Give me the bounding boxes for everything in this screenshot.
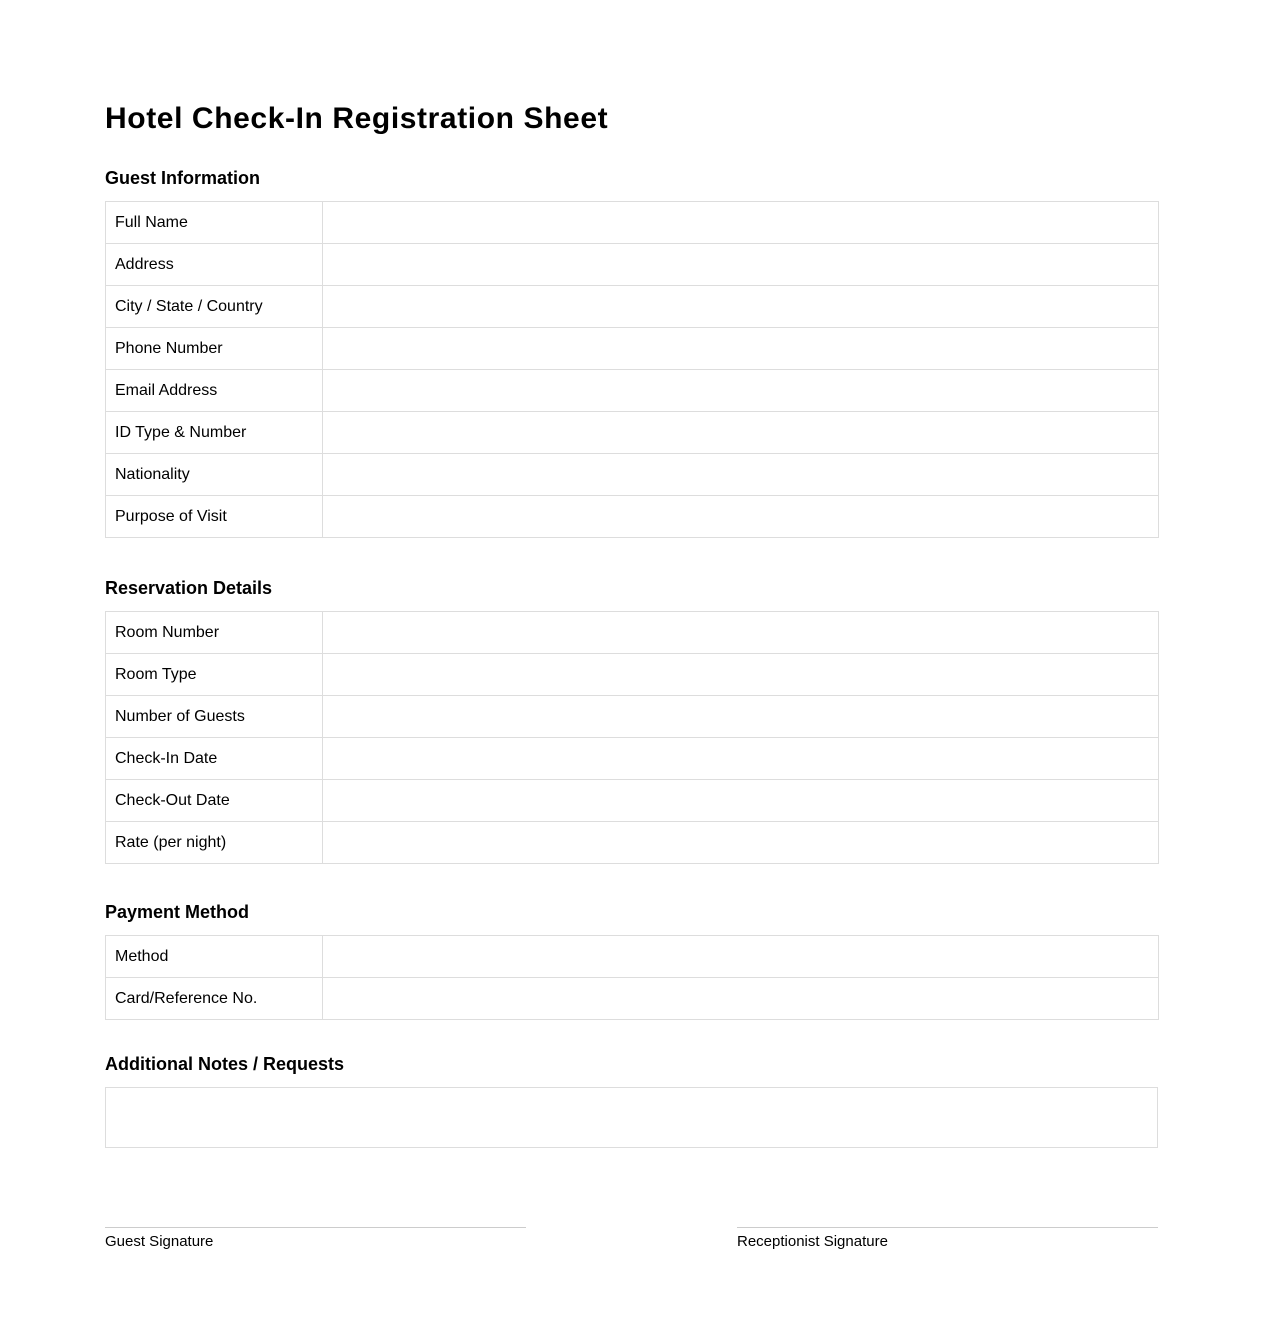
rate-per-night-label: Rate (per night) [106, 822, 323, 864]
table-row [106, 496, 1159, 538]
number-of-guests-field[interactable] [323, 696, 1159, 738]
table-row [106, 244, 1159, 286]
table-row [106, 738, 1159, 780]
table-row [106, 370, 1159, 412]
check-in-date-label: Check-In Date [106, 738, 323, 780]
room-number-label: Room Number [106, 612, 323, 654]
purpose-of-visit-label: Purpose of Visit [106, 496, 323, 538]
table-row [106, 780, 1159, 822]
email-address-label: Email Address [106, 370, 323, 412]
table-row [106, 822, 1159, 864]
purpose-of-visit-field[interactable] [323, 496, 1159, 538]
check-in-date-field[interactable] [323, 738, 1159, 780]
card-reference-number-label: Card/Reference No. [106, 978, 323, 1020]
room-type-label: Room Type [106, 654, 323, 696]
room-number-field[interactable] [323, 612, 1159, 654]
guest-signature-label: Guest Signature [105, 1233, 214, 1250]
reservation-details-table [105, 611, 1159, 864]
guest-signature-block [105, 1227, 526, 1251]
method-field[interactable] [323, 936, 1159, 978]
card-reference-number-field[interactable] [323, 978, 1159, 1020]
table-row [106, 696, 1159, 738]
receptionist-signature-line[interactable] [737, 1227, 1158, 1228]
address-field[interactable] [323, 244, 1159, 286]
city-state-country-field[interactable] [323, 286, 1159, 328]
table-row [106, 454, 1159, 496]
email-address-field[interactable] [323, 370, 1159, 412]
room-type-field[interactable] [323, 654, 1159, 696]
table-row [106, 286, 1159, 328]
table-row [106, 612, 1159, 654]
payment-method-heading: Payment Method [105, 902, 250, 922]
id-type-number-field[interactable] [323, 412, 1159, 454]
check-out-date-label: Check-Out Date [106, 780, 323, 822]
nationality-label: Nationality [106, 454, 323, 496]
number-of-guests-label: Number of Guests [106, 696, 323, 738]
rate-per-night-field[interactable] [323, 822, 1159, 864]
table-row [106, 328, 1159, 370]
guest-information-heading: Guest Information [105, 168, 261, 188]
table-row [106, 936, 1159, 978]
reservation-details-heading: Reservation Details [105, 578, 273, 598]
phone-number-field[interactable] [323, 328, 1159, 370]
full-name-label: Full Name [106, 202, 323, 244]
receptionist-signature-block [737, 1227, 1158, 1251]
table-row [106, 202, 1159, 244]
table-row [106, 654, 1159, 696]
method-label: Method [106, 936, 323, 978]
city-state-country-label: City / State / Country [106, 286, 323, 328]
payment-method-table [105, 935, 1159, 1020]
additional-notes-heading: Additional Notes / Requests [105, 1054, 345, 1074]
nationality-field[interactable] [323, 454, 1159, 496]
full-name-field[interactable] [323, 202, 1159, 244]
guest-signature-line[interactable] [105, 1227, 526, 1228]
check-out-date-field[interactable] [323, 780, 1159, 822]
guest-information-table [105, 201, 1159, 538]
table-row [106, 412, 1159, 454]
page-title: Hotel Check-In Registration Sheet [105, 102, 609, 135]
phone-number-label: Phone Number [106, 328, 323, 370]
additional-notes-field[interactable] [105, 1087, 1158, 1148]
address-label: Address [106, 244, 323, 286]
id-type-number-label: ID Type & Number [106, 412, 323, 454]
receptionist-signature-label: Receptionist Signature [737, 1233, 888, 1250]
table-row [106, 978, 1159, 1020]
